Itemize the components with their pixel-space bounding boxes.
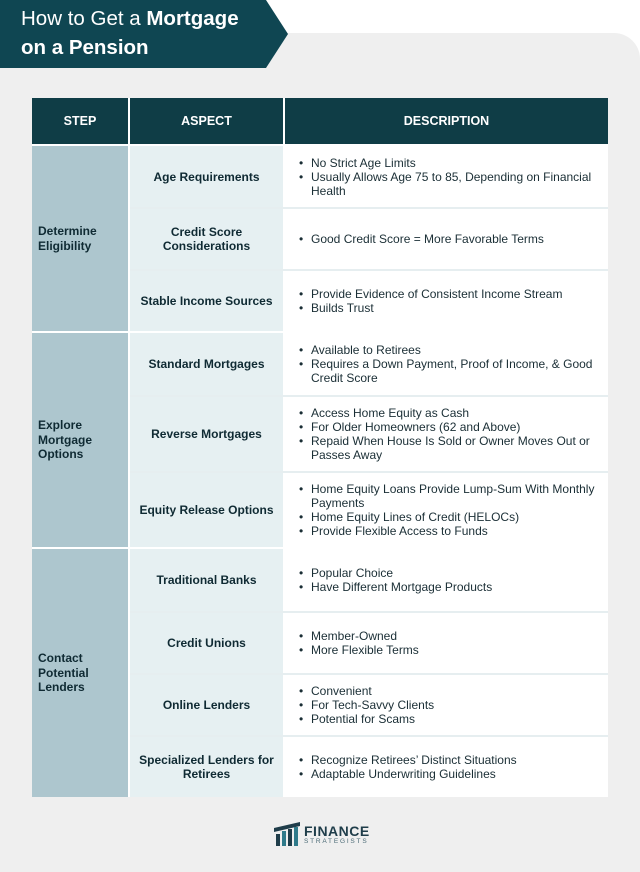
header-step: STEP (32, 98, 130, 144)
step-group-contact-potential-lenders (32, 547, 608, 797)
aspect-cell: Online Lenders (130, 675, 285, 735)
bullet-item: • Requires a Down Payment, Proof of Income, & Good Credit Score (299, 357, 598, 385)
description-cell (285, 473, 608, 547)
bullet-item: • Provide Flexible Access to Funds (299, 524, 598, 538)
aspect-cell: Traditional Banks (130, 549, 285, 611)
logo-line-1: FINANCE (304, 823, 370, 840)
aspect-cell: Reverse Mortgages (130, 397, 285, 471)
bullet-item: • No Strict Age Limits (299, 156, 598, 170)
description-cell (285, 613, 608, 673)
mortgage-steps-table (32, 98, 608, 797)
bullet-item: • Convenient (299, 684, 434, 698)
table-row (130, 673, 608, 735)
table-row (130, 269, 608, 331)
description-cell (285, 146, 608, 207)
description-cell (285, 549, 608, 611)
description-cell (285, 675, 608, 735)
finance-strategists-logo (274, 822, 370, 848)
bullet-item: • For Older Homeowners (62 and Above) (299, 420, 598, 434)
bullet-item: • Available to Retirees (299, 343, 598, 357)
header-aspect: ASPECT (130, 98, 285, 144)
step-cell: Explore Mortgage Options (32, 333, 130, 547)
bullet-item: • Adaptable Underwriting Guidelines (299, 767, 517, 781)
table-row (130, 549, 608, 611)
aspect-cell: Age Requirements (130, 146, 285, 207)
table-row (130, 146, 608, 207)
description-cell (285, 333, 608, 395)
description-cell (285, 397, 608, 471)
description-cell (285, 737, 608, 797)
header-description: DESCRIPTION (403, 114, 490, 128)
aspect-cell: Standard Mortgages (130, 333, 285, 395)
bullet-item: • Builds Trust (299, 301, 562, 315)
description-cell (285, 209, 608, 269)
table-row (130, 471, 608, 547)
bullet-item: • Usually Allows Age 75 to 85, Depending on Financial Health (299, 170, 598, 198)
page-title (21, 4, 239, 62)
bullet-item: • More Flexible Terms (299, 643, 419, 657)
bullet-item: • Potential for Scams (299, 712, 434, 726)
bullet-item: • Home Equity Lines of Credit (HELOCs) (299, 510, 598, 524)
bullet-item: • Popular Choice (299, 566, 492, 580)
bullet-item: • Have Different Mortgage Products (299, 580, 492, 594)
bullet-item: • Recognize Retirees’ Distinct Situations (299, 753, 517, 767)
title-banner (0, 0, 288, 68)
table-row (130, 611, 608, 673)
step-group-determine-eligibility (32, 144, 608, 331)
table-row (130, 207, 608, 269)
step-group-explore-mortgage-options (32, 331, 608, 547)
table-row (130, 395, 608, 471)
bullet-item: • Good Credit Score = More Favorable Terms (299, 232, 544, 246)
step-cell: Determine Eligibility (32, 146, 130, 331)
table-header (32, 98, 608, 144)
bullet-item: • Provide Evidence of Consistent Income Stream (299, 287, 562, 301)
finance-strategists-logo-icon (274, 822, 300, 848)
aspect-cell: Stable Income Sources (130, 271, 285, 331)
logo-line-2: STRATEGISTS (304, 838, 369, 846)
bullet-item: • Access Home Equity as Cash (299, 406, 598, 420)
aspect-cell: Credit Unions (130, 613, 285, 673)
step-cell: Contact Potential Lenders (32, 549, 130, 797)
bullet-item: • Repaid When House Is Sold or Owner Moves Out or Passes Away (299, 434, 598, 462)
bullet-item: • For Tech-Savvy Clients (299, 698, 434, 712)
bullet-item: • Home Equity Loans Provide Lump-Sum With Monthly Payments (299, 482, 598, 510)
table-row (130, 735, 608, 797)
aspect-cell: Equity Release Options (130, 473, 285, 547)
aspect-cell: Specialized Lenders for Retirees (130, 737, 285, 797)
table-row (130, 333, 608, 395)
title-bold-1: Mortgage (146, 7, 239, 30)
title-bold-2: on a Pension (21, 36, 149, 59)
description-cell (285, 271, 608, 331)
aspect-cell: Credit Score Considerations (130, 209, 285, 269)
title-light: How to Get a (21, 7, 147, 30)
bullet-item: • Member-Owned (299, 629, 419, 643)
